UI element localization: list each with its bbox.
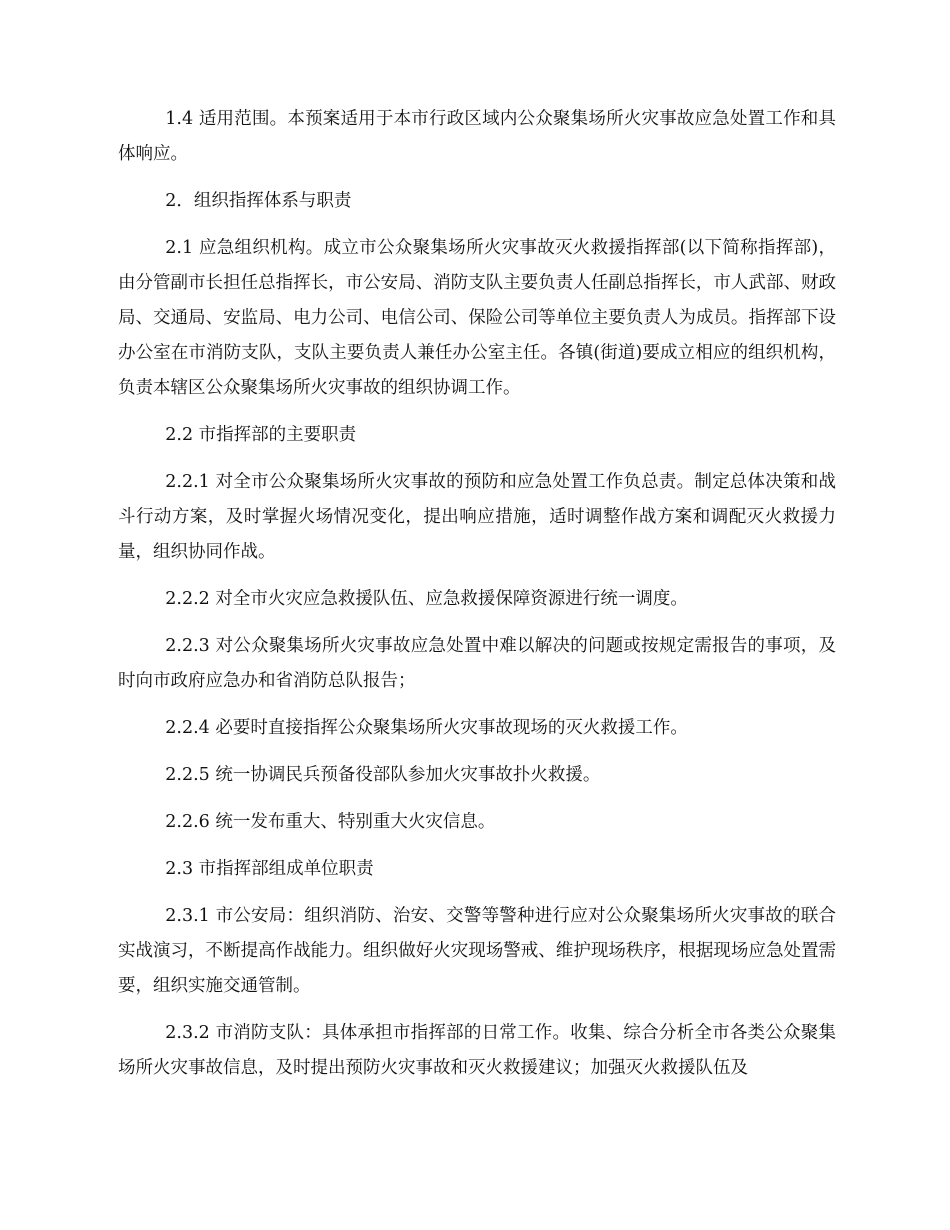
paragraph-2-2-5: 2.2.5 统一协调民兵预备役部队参加火灾事故扑火救援。 xyxy=(165,765,601,785)
paragraph-2-1: 2.1 应急组织机构。成立市公众聚集场所火灾事故灭火救援指挥部(以下简称指挥部)，由分管副市长担任总指挥长，市公安局、消防支队主要负责人任副总指挥长，市人武部、财政局、交通局、安监局、电力公司、电信公司、保险公司等单位主要负责人为成员。指挥部下设办公室在市消防支队，支队主要负责人兼任办公室主任。各镇(街道)要成立相应的组织机构，负责本辖区公众聚集场所火灾事故的组织协调工作。 xyxy=(118,238,836,398)
section-heading-2: 2．组织指挥体系与职责 xyxy=(165,191,352,211)
paragraph-2-2-1: 2.2.1 对全市公众聚集场所火灾事故的预防和应急处置工作负总责。制定总体决策和战斗行动方案，及时掌握火场情况变化，提出响应措施，适时调整作战方案和调配灭火救援力量，组织协同作战。 xyxy=(118,472,836,562)
paragraph-2-2-6: 2.2.6 统一发布重大、特别重大火灾信息。 xyxy=(165,812,496,832)
paragraph-1-4: 1.4 适用范围。本预案适用于本市行政区域内公众聚集场所火灾事故应急处置工作和具体响应。 xyxy=(118,109,836,164)
paragraph-2-2-3: 2.2.3 对公众聚集场所火灾事故应急处置中难以解决的问题或按规定需报告的事项，及时向市政府应急办和省消防总队报告； xyxy=(118,636,836,691)
document-body xyxy=(118,102,836,1098)
subsection-heading-2-3: 2.3 市指挥部组成单位职责 xyxy=(165,859,374,879)
paragraph-2-3-1: 2.3.1 市公安局：组织消防、治安、交警等警种进行应对公众聚集场所火灾事故的联合实战演习，不断提高作战能力。组织做好火灾现场警戒、维护现场秩序，根据现场应急处置需要，组织实施交通管制。 xyxy=(118,906,836,996)
subsection-heading-2-2: 2.2 市指挥部的主要职责 xyxy=(165,425,357,445)
paragraph-2-2-4: 2.2.4 必要时直接指挥公众聚集场所火灾事故现场的灭火救援工作。 xyxy=(165,718,688,738)
paragraph-2-3-2: 2.3.2 市消防支队：具体承担市指挥部的日常工作。收集、综合分析全市各类公众聚集场所火灾事故信息，及时提出预防火灾事故和灭火救援建议；加强灭火救援队伍及 xyxy=(118,1023,836,1078)
paragraph-2-2-2: 2.2.2 对全市火灾应急救援队伍、应急救援保障资源进行统一调度。 xyxy=(165,589,688,609)
